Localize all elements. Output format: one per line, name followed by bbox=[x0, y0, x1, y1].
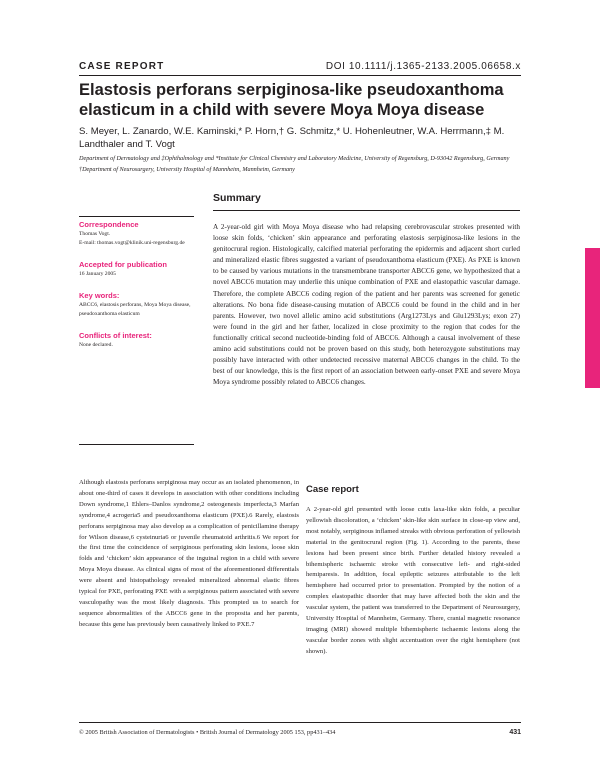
summary-heading: Summary bbox=[213, 192, 261, 204]
introduction-text: Although elastosis perforans serpiginosa may occur as an isolated phenomenon, in about one-third of cases it develops in association with other conditions including Down syndrome,1 Ehlers–Danlos syndrome,2 osteogenesis imperfecta,3 Marfan syndrome,4 acrogeria5 and pseudoxanthoma elasticum (PXE).6 Rarely, elastosis perforans serpiginosa may also develop as a complication of penicillamine therapy for Wilson disease,6 cysteinuria6 or juvenile rheumatoid arthritis.6 We report for the first time the coincidence of serpiginous perforating skin lesions, loose skin folds and ‘chicken’ skin appearance of the inguinal region in a child with severe Moya Moya disease. As clinical signs of most of the aforementioned differentials were absent and histopathology revealed mineralized abnormal elastic fibres typical for PXE, perforating PXE with a serpiginous pattern associated with severe vasculopathy was the most likely diagnosis. This prompted us to search for sequence abnormalities of the ABCC6 gene in the proposita and her parents, because this gene has previously been causatively linked to PXE.7 bbox=[79, 479, 299, 628]
correspondence-heading: Correspondence bbox=[79, 220, 139, 229]
case-report-heading: Case report bbox=[306, 484, 359, 495]
affiliation-2: †Department of Neurosurgery, University Hospital of Mannheim, Mannheim, Germany bbox=[79, 166, 295, 173]
article-info-sidebar bbox=[79, 220, 194, 350]
correspondence-name: Thomas Vogt. bbox=[79, 231, 111, 237]
accepted-heading: Accepted for publication bbox=[79, 260, 167, 269]
accepted-date: 16 January 2005 bbox=[79, 271, 116, 277]
page-number: 431 bbox=[509, 729, 521, 736]
conflicts: None declared. bbox=[79, 342, 113, 348]
affiliations bbox=[79, 153, 529, 175]
footer-divider bbox=[79, 722, 521, 723]
header-divider bbox=[79, 75, 521, 76]
section-tab-marker bbox=[585, 248, 600, 388]
case-report-text: A 2-year-old girl presented with loose cutis laxa-like skin folds, a peculiar yellowish discoloration, a ‘chicken’ skin-like skin surface in close-up view and, most notably, serpiginous inflamed streaks with obvious perforation of yellowish material in the genitocrural region (Fig. 1). According to the parents, these lesions had been present since birth. Further detailed history revealed a bihemispheric ischaemic stroke with consecutive left- and right-sided hemiparesis. In addition, focal epileptic seizures attributable to the left hemisphere had occurred prior to presentation. Prompted by the notion of a complex elastopathic disorder that may have affected both the skin and the vascular system, the patient was transferred to the Department of Neurosurgery, University Hospital of Mannheim, Germany. There, cranial magnetic resonance imaging (MRI) showed multiple bihemispheric ischaemic lesions along the vascular border zones with slight accentuation over the right hemisphere (not shown). bbox=[306, 506, 520, 655]
author-list: S. Meyer, L. Zanardo, W.E. Kaminski,* P. Horn,† G. Schmitz,* U. Hohenleutner, W.A. Herrmann,‡ M. Landthaler and T. Vogt bbox=[79, 126, 505, 150]
summary-divider bbox=[213, 210, 520, 211]
doi[interactable]: DOI 10.1111/j.1365-2133.2005.06658.x bbox=[325, 61, 521, 72]
article-title: Elastosis perforans serpiginosa-like pseudoxanthoma elasticum in a child with severe Moya Moya disease bbox=[79, 81, 504, 119]
footer-citation: © 2005 British Association of Dermatologists • British Journal of Dermatology 2005 153, pp431–434 bbox=[79, 729, 336, 736]
sidebar-bottom-divider bbox=[79, 444, 194, 445]
correspondence-email[interactable]: E-mail: thomas.vogt@klinik.uni-regensburg.de bbox=[79, 240, 185, 246]
sidebar-top-divider bbox=[79, 216, 194, 217]
keywords-heading: Key words: bbox=[79, 291, 120, 300]
affiliation-1: Department of Dermatology and ‡Ophthalmology and *Institute for Clinical Chemistry and Laboratory Medicine, University of Regensburg, D-93042 Regensburg, Germany bbox=[79, 155, 510, 162]
conflicts-heading: Conflicts of interest: bbox=[79, 331, 152, 340]
keywords: ABCC6, elastosis perforans, Moya Moya disease, pseudoxanthoma elasticum bbox=[79, 302, 191, 317]
summary-text: A 2-year-old girl with Moya Moya disease who had relapsing cerebrovascular strokes presented with loose skin folds, ‘chicken’ skin appearance and perforating elastosis serpiginosa-like lesions in the genitocrural region. Histologically, calcified material perforating the epidermis and adjacent short curled and mineralized elastic fibres suggested a variant of pseudoxanthoma elasticum (PXE). As PXE is known to be caused by various mutations in the transmembrane transporter ABCC6 gene, we hypothesized that a novel ABCC6 mutation may underlie this unique combination of PXE and elastopathic vascular damage. Therefore, the complete ABCC6 coding region of the patient and her parents was screened for genetic alterations. No bona fide disease-causing mutation of ABCC6 could be found in the child and in her parents. However, two novel allelic amino acid substitutions (Arg1273Lys and Glu1293Lys; exon 27) were found in the girl and her father, localized in close proximity to the region that codes for the functionally critical second nucleotide-binding fold of ABCC6. Although a causal involvement of these amino acid substitutions could not be proven based on this study, both heterozygote substitutions may possibly have interacted with other undetected recessive maternal ABCC6 changes in the child. To the best of our knowledge, this is the first report of an association between early-onset PXE and severe Moya Moya syndrome possibly related to ABCC6 changes. bbox=[213, 223, 520, 387]
article-type-label: CASE REPORT bbox=[79, 61, 165, 72]
